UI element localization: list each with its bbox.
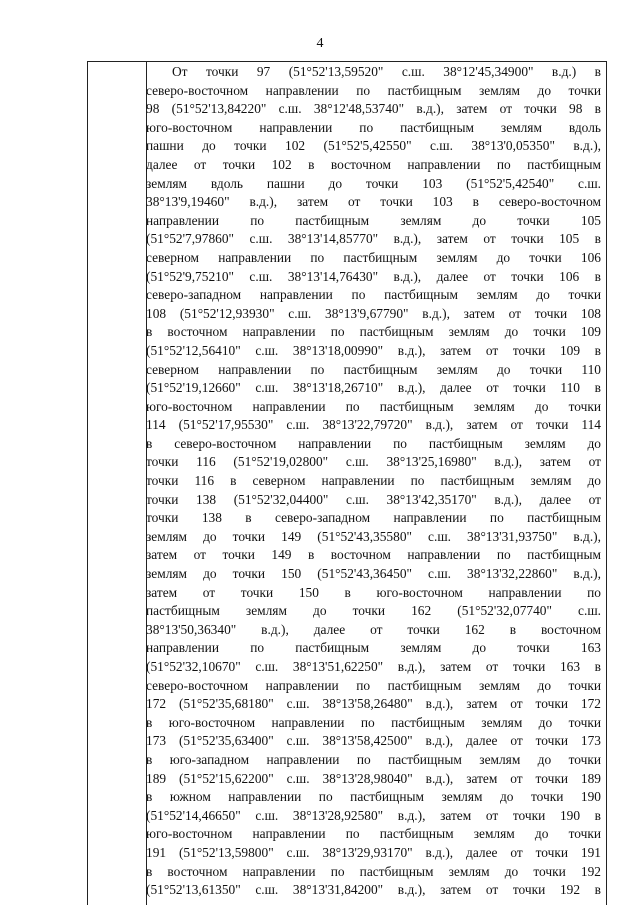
text-line: землям вдоль пашни до точки 103 (51°52'5,42540" с.ш. [146,175,601,191]
text-line: юго-восточном направлении по пастбищным землям до точки [146,398,601,414]
text-line: затем от точки 149 в восточном направлении по пастбищным [146,547,601,563]
text-line: юго-восточном направлении по пастбищным землям вдоль [146,119,601,135]
text-line: землям до точки 150 (51°52'43,36450" с.ш. 38°13'32,22860" в.д.), [146,566,601,582]
text-line: северо-восточном направлении по пастбищным землям до точки [146,677,601,693]
page-number: 4 [316,36,324,51]
text-line: 108 (51°52'12,93930" с.ш. 38°13'9,67790" в.д.), затем от точки 108 [146,305,601,321]
text-line: далее от точки 102 в восточном направлении по пастбищным [146,156,601,172]
text-line: северном направлении по пастбищным землям до точки 106 [146,249,601,265]
text-line: в юго-восточном направлении по пастбищным землям до точки [146,714,601,730]
text-line: (51°52'7,97860" с.ш. 38°13'14,85770" в.д.), затем от точки 105 в [146,231,601,247]
text-line: (51°52'13,61350" с.ш. 38°13'31,84200" в.д.), затем от точки 192 в [146,882,601,898]
text-line: направлении по пастбищным землям до точки 105 [146,212,601,228]
boundary-description-text [146,63,601,900]
text-line: в восточном направлении по пастбищным землям до точки 109 [146,324,601,340]
text-line: направлении по пастбищным землям до точки 163 [146,640,601,656]
text-line: в южном направлении по пастбищным землям до точки 190 [146,789,601,805]
text-line: (51°52'12,56410" с.ш. 38°13'18,00990" в.д.), затем от точки 109 в [146,342,601,358]
text-line: северном направлении по пастбищным землям до точки 110 [146,361,601,377]
text-line: северо-западном направлении по пастбищным землям до точки [146,287,601,303]
text-line: 173 (51°52'35,63400" с.ш. 38°13'58,42500" в.д.), далее от точки 173 [146,733,601,749]
text-line: точки 138 в северо-западном направлении по пастбищным [146,510,601,526]
text-line: 114 (51°52'17,95530" с.ш. 38°13'22,79720" в.д.), затем от точки 114 [146,417,601,433]
text-line: юго-восточном направлении по пастбищным землям до точки [146,826,601,842]
text-line: точки 138 (51°52'32,04400" с.ш. 38°13'42,35170" в.д.), далее от [146,491,601,507]
text-line: в северо-восточном направлении по пастбищным землям до [146,435,601,451]
text-line: 38°13'50,36340" в.д.), далее от точки 162 в восточном [146,621,601,637]
text-line: (51°52'14,46650" с.ш. 38°13'28,92580" в.д.), затем от точки 190 в [146,807,601,823]
text-line: 98 (51°52'13,84220" с.ш. 38°12'48,53740" в.д.), затем от точки 98 в [146,101,601,117]
text-line: 38°13'9,19460" в.д.), затем от точки 103 в северо-восточном [146,194,601,210]
text-line: 172 (51°52'35,68180" с.ш. 38°13'58,26480" в.д.), затем от точки 172 [146,696,601,712]
text-line: затем от точки 150 в юго-восточном направлении по [146,584,601,600]
text-line: 189 (51°52'15,62200" с.ш. 38°13'28,98040" в.д.), затем от точки 189 [146,770,601,786]
text-line: (51°52'32,10670" с.ш. 38°13'51,62250" в.д.), затем от точки 163 в [146,659,601,674]
text-line: 191 (51°52'13,59800" с.ш. 38°13'29,93170" в.д.), далее от точки 191 [146,844,601,860]
text-line: точки 116 в северном направлении по пастбищным землям до [146,473,601,489]
text-line: северо-восточном направлении по пастбищным землям до точки [146,82,601,98]
text-line: От точки 97 (51°52'13,59520" с.ш. 38°12'45,34900" в.д.) в [172,64,601,79]
text-line: точки 116 (51°52'19,02800" с.ш. 38°13'25,16980" в.д.), затем от [146,454,601,470]
text-line: в юго-западном направлении по пастбищным землям до точки [146,751,601,767]
text-line: пашни до точки 102 (51°52'5,42550" с.ш. 38°13'0,05350" в.д.), [146,138,601,154]
text-line: в восточном направлении по пастбищным землям до точки 192 [146,863,601,879]
text-line: землям до точки 149 (51°52'43,35580" с.ш. 38°13'31,93750" в.д.), [146,528,601,544]
text-line: (51°52'9,75210" с.ш. 38°13'14,76430" в.д.), далее от точки 106 в [146,268,601,284]
text-line: пастбищным землям до точки 162 (51°52'32,07740" с.ш. [146,603,601,619]
text-line: (51°52'19,12660" с.ш. 38°13'18,26710" в.д.), далее от точки 110 в [146,380,601,396]
